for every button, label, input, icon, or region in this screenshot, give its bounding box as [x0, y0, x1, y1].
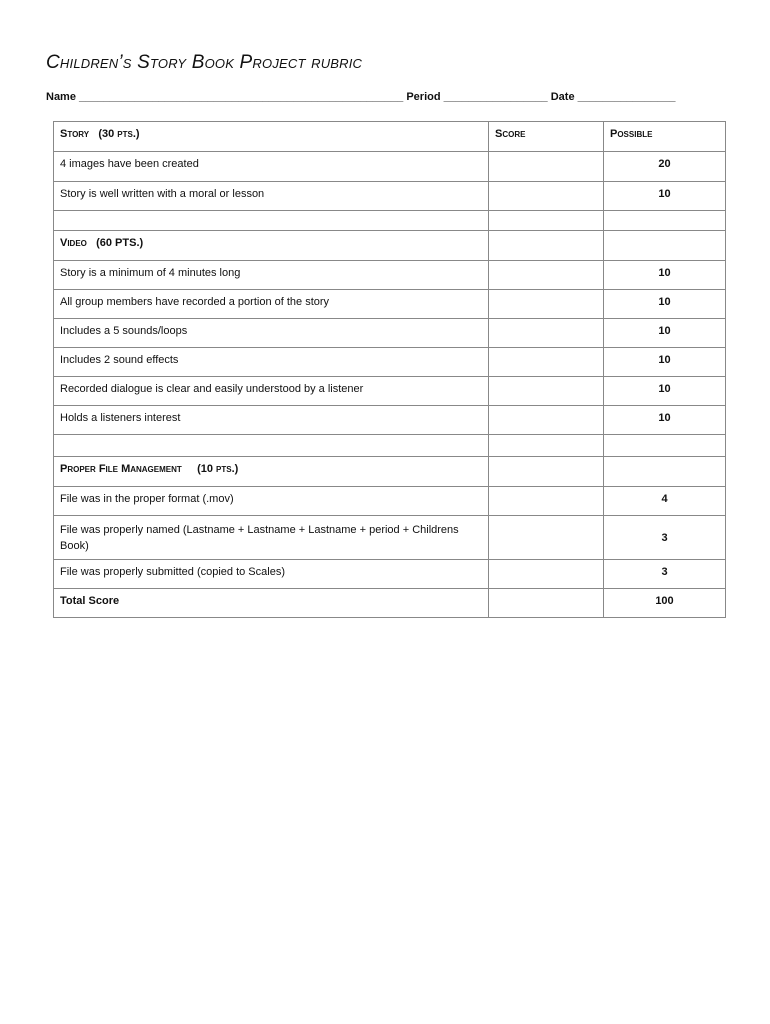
points-cell: 4 [604, 487, 726, 516]
date-blank[interactable]: ________________ [577, 91, 676, 103]
criterion-cell: Story is a minimum of 4 minutes long [54, 261, 489, 290]
score-cell[interactable] [489, 182, 604, 211]
table-row [54, 377, 726, 406]
spacer-row [54, 211, 726, 231]
rubric-table [53, 121, 726, 618]
story-section-header: Story (30 pts.) [54, 122, 489, 152]
table-row [54, 516, 726, 560]
student-info-line [46, 91, 676, 103]
points-cell: 3 [604, 560, 726, 589]
score-cell[interactable] [489, 152, 604, 182]
spacer-row [54, 435, 726, 457]
criterion-cell: Holds a listeners interest [54, 406, 489, 435]
criterion-cell: File was properly named (Lastname + Lastname + Lastname + period + Childrens Book) [54, 516, 489, 560]
score-cell[interactable] [489, 406, 604, 435]
score-cell[interactable] [489, 319, 604, 348]
possible-column-header: Possible [604, 122, 726, 152]
table-row [54, 152, 726, 182]
points-cell: 10 [604, 319, 726, 348]
points-cell: 10 [604, 406, 726, 435]
score-cell[interactable] [489, 348, 604, 377]
score-cell[interactable] [489, 261, 604, 290]
file-header-row [54, 457, 726, 487]
score-cell[interactable] [489, 487, 604, 516]
points-cell: 10 [604, 290, 726, 319]
criterion-cell: 4 images have been created [54, 152, 489, 182]
score-cell[interactable] [489, 290, 604, 319]
criterion-cell: Includes a 5 sounds/loops [54, 319, 489, 348]
story-header-row [54, 122, 726, 152]
table-row [54, 290, 726, 319]
table-row [54, 487, 726, 516]
score-cell[interactable] [489, 516, 604, 560]
table-row [54, 348, 726, 377]
score-cell[interactable] [489, 377, 604, 406]
video-section-header: Video (60 PTS.) [54, 231, 489, 261]
points-cell: 10 [604, 348, 726, 377]
table-row [54, 319, 726, 348]
criterion-cell: Story is well written with a moral or lesson [54, 182, 489, 211]
criterion-cell: All group members have recorded a portion of the story [54, 290, 489, 319]
date-label: Date [550, 91, 575, 103]
video-header-row [54, 231, 726, 261]
period-label: Period [406, 91, 441, 103]
score-column-header: Score [489, 122, 604, 152]
total-label: Total Score [54, 589, 489, 618]
name-label: Name [46, 91, 76, 103]
points-cell: 3 [604, 516, 726, 560]
table-row [54, 182, 726, 211]
criterion-cell: Includes 2 sound effects [54, 348, 489, 377]
total-row [54, 589, 726, 618]
file-section-header: Proper File Management (10 pts.) [54, 457, 489, 487]
name-blank[interactable]: _____________________________________________________ [79, 91, 404, 103]
page-title: Children’s Story Book Project rubric [46, 52, 363, 73]
points-cell: 10 [604, 261, 726, 290]
criterion-cell: File was properly submitted (copied to Scales) [54, 560, 489, 589]
table-row [54, 261, 726, 290]
table-row [54, 560, 726, 589]
points-cell: 10 [604, 182, 726, 211]
total-score-cell[interactable] [489, 589, 604, 618]
total-points: 100 [604, 589, 726, 618]
criterion-cell: Recorded dialogue is clear and easily understood by a listener [54, 377, 489, 406]
criterion-cell: File was in the proper format (.mov) [54, 487, 489, 516]
points-cell: 10 [604, 377, 726, 406]
points-cell: 20 [604, 152, 726, 182]
table-row [54, 406, 726, 435]
period-blank[interactable]: _________________ [443, 91, 548, 103]
score-cell[interactable] [489, 560, 604, 589]
